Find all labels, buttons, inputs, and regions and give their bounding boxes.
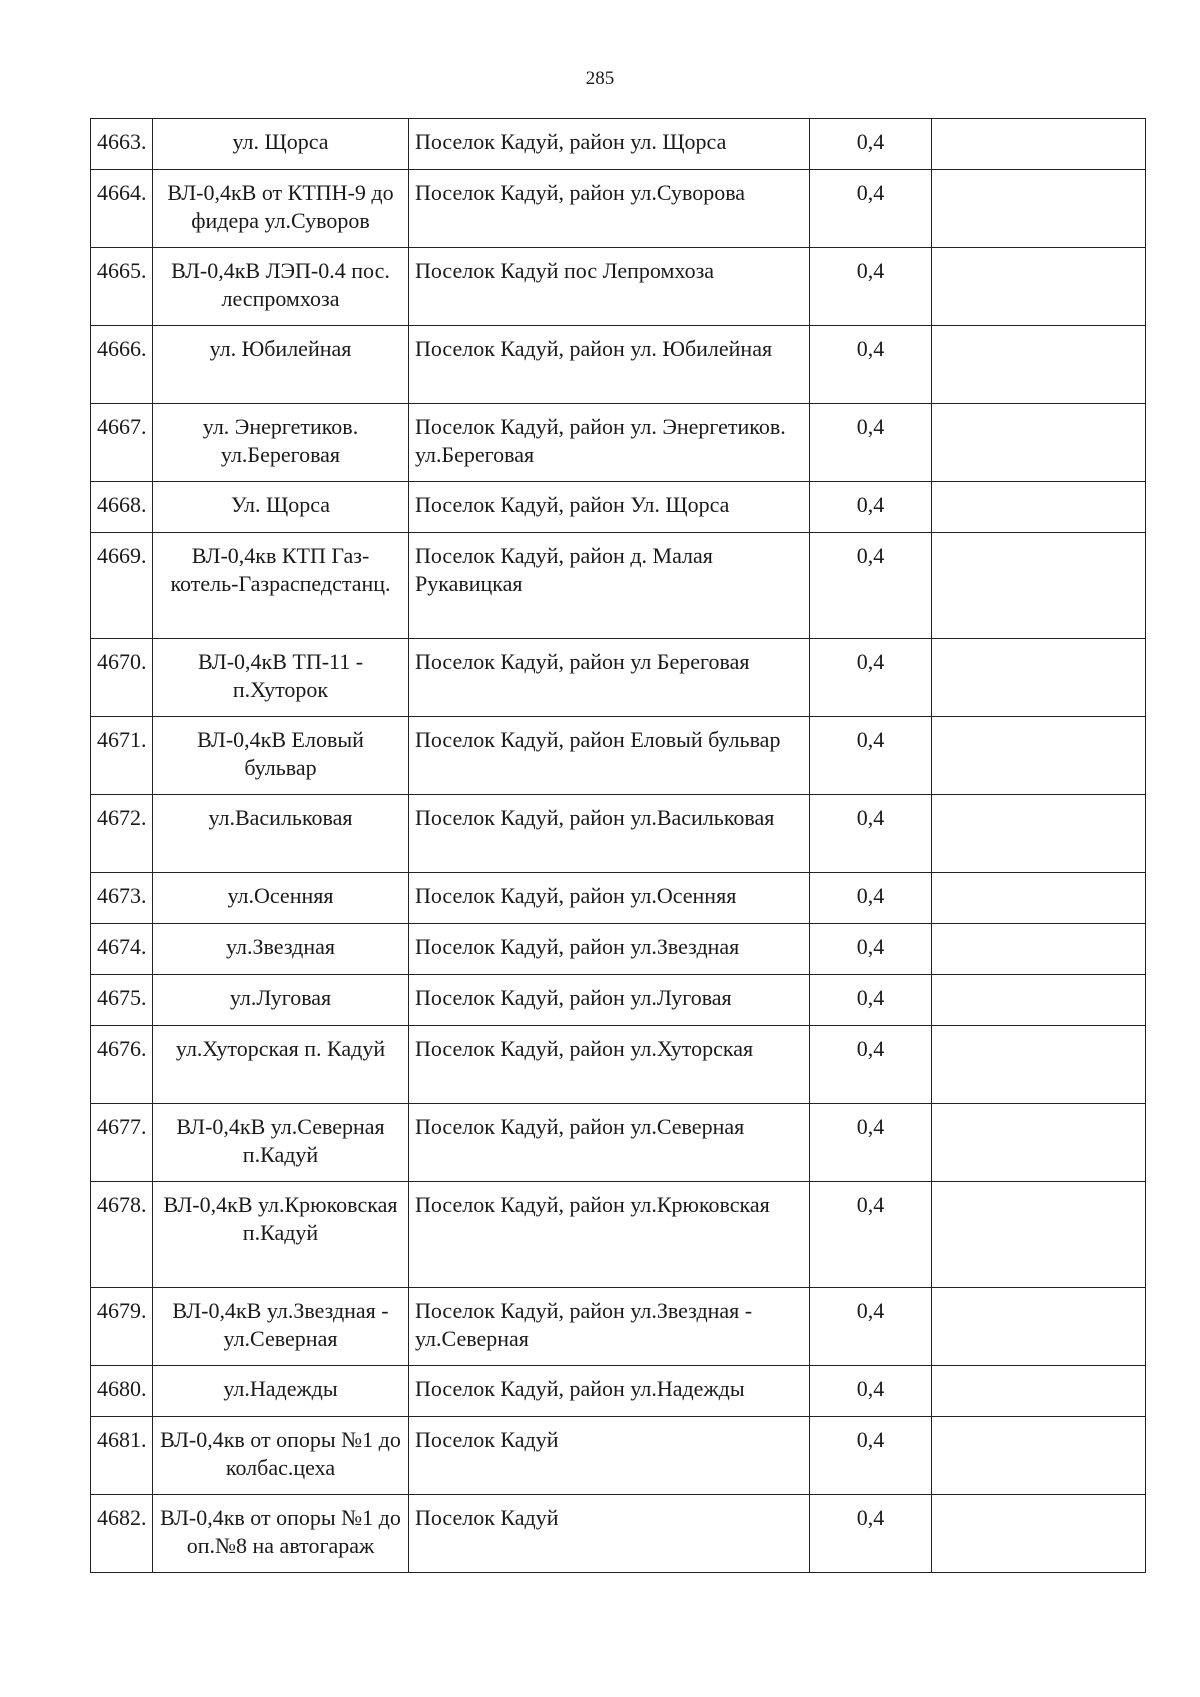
voltage-cell: 0,4	[810, 248, 932, 326]
location-cell: Поселок Кадуй пос Лепромхоза	[409, 248, 810, 326]
extra-cell	[932, 482, 1146, 533]
row-number-cell: 4682.	[91, 1495, 153, 1573]
voltage-cell: 0,4	[810, 404, 932, 482]
voltage-cell: 0,4	[810, 1288, 932, 1366]
table-row	[91, 482, 1146, 533]
voltage-cell: 0,4	[810, 1417, 932, 1495]
extra-cell	[932, 924, 1146, 975]
row-number-cell: 4671.	[91, 717, 153, 795]
table-row	[91, 1026, 1146, 1104]
object-name-cell: ВЛ-0,4кВ Еловый бульвар	[153, 717, 409, 795]
voltage-cell: 0,4	[810, 170, 932, 248]
location-cell: Поселок Кадуй, район ул. Энергетиков. ул.Береговая	[409, 404, 810, 482]
row-number-cell: 4663.	[91, 119, 153, 170]
row-number-cell: 4679.	[91, 1288, 153, 1366]
object-name-cell: Ул. Щорса	[153, 482, 409, 533]
location-cell: Поселок Кадуй, район ул.Осенняя	[409, 873, 810, 924]
table-row	[91, 119, 1146, 170]
page-number: 285	[585, 68, 615, 89]
registry-table-body	[91, 119, 1146, 1573]
extra-cell	[932, 1288, 1146, 1366]
extra-cell	[932, 533, 1146, 639]
location-cell: Поселок Кадуй, район ул.Луговая	[409, 975, 810, 1026]
object-name-cell: ул. Юбилейная	[153, 326, 409, 404]
object-name-cell: ВЛ-0,4кв от опоры №1 до колбас.цеха	[153, 1417, 409, 1495]
extra-cell	[932, 1026, 1146, 1104]
table-row	[91, 1288, 1146, 1366]
table-row	[91, 1104, 1146, 1182]
row-number-cell: 4674.	[91, 924, 153, 975]
object-name-cell: ВЛ-0,4кВ от КТПН-9 до фидера ул.Суворов	[153, 170, 409, 248]
object-name-cell: ВЛ-0,4кВ ЛЭП-0.4 пос. леспромхоза	[153, 248, 409, 326]
row-number-cell: 4678.	[91, 1182, 153, 1288]
extra-cell	[932, 717, 1146, 795]
location-cell: Поселок Кадуй, район ул.Хуторская	[409, 1026, 810, 1104]
table-row	[91, 1366, 1146, 1417]
row-number-cell: 4677.	[91, 1104, 153, 1182]
table-row	[91, 795, 1146, 873]
location-cell: Поселок Кадуй, район ул. Юбилейная	[409, 326, 810, 404]
row-number-cell: 4664.	[91, 170, 153, 248]
location-cell: Поселок Кадуй, район Еловый бульвар	[409, 717, 810, 795]
extra-cell	[932, 119, 1146, 170]
object-name-cell: ВЛ-0,4кВ ТП-11 - п.Хуторок	[153, 639, 409, 717]
table-row	[91, 717, 1146, 795]
extra-cell	[932, 975, 1146, 1026]
voltage-cell: 0,4	[810, 924, 932, 975]
voltage-cell: 0,4	[810, 639, 932, 717]
row-number-cell: 4673.	[91, 873, 153, 924]
table-row	[91, 1495, 1146, 1573]
table-row	[91, 975, 1146, 1026]
row-number-cell: 4665.	[91, 248, 153, 326]
voltage-cell: 0,4	[810, 119, 932, 170]
object-name-cell: ул.Звездная	[153, 924, 409, 975]
extra-cell	[932, 1495, 1146, 1573]
object-name-cell: ул.Хуторская п. Кадуй	[153, 1026, 409, 1104]
location-cell: Поселок Кадуй, район ул. Щорса	[409, 119, 810, 170]
voltage-cell: 0,4	[810, 1495, 932, 1573]
voltage-cell: 0,4	[810, 873, 932, 924]
extra-cell	[932, 795, 1146, 873]
extra-cell	[932, 1104, 1146, 1182]
table-row	[91, 326, 1146, 404]
voltage-cell: 0,4	[810, 1182, 932, 1288]
location-cell: Поселок Кадуй, район ул.Васильковая	[409, 795, 810, 873]
extra-cell	[932, 248, 1146, 326]
extra-cell	[932, 873, 1146, 924]
row-number-cell: 4667.	[91, 404, 153, 482]
object-name-cell: ВЛ-0,4кВ ул.Крюковская п.Кадуй	[153, 1182, 409, 1288]
table-row	[91, 1182, 1146, 1288]
extra-cell	[932, 1417, 1146, 1495]
location-cell: Поселок Кадуй	[409, 1495, 810, 1573]
object-name-cell: ул.Осенняя	[153, 873, 409, 924]
location-cell: Поселок Кадуй, район Ул. Щорса	[409, 482, 810, 533]
object-name-cell: ул. Щорса	[153, 119, 409, 170]
row-number-cell: 4666.	[91, 326, 153, 404]
table-row	[91, 873, 1146, 924]
object-name-cell: ул.Васильковая	[153, 795, 409, 873]
table-row	[91, 170, 1146, 248]
extra-cell	[932, 404, 1146, 482]
location-cell: Поселок Кадуй, район ул.Звездная	[409, 924, 810, 975]
table-row	[91, 1417, 1146, 1495]
extra-cell	[932, 1182, 1146, 1288]
row-number-cell: 4672.	[91, 795, 153, 873]
location-cell: Поселок Кадуй, район ул.Звездная - ул.Северная	[409, 1288, 810, 1366]
row-number-cell: 4676.	[91, 1026, 153, 1104]
table-row	[91, 533, 1146, 639]
voltage-cell: 0,4	[810, 795, 932, 873]
row-number-cell: 4675.	[91, 975, 153, 1026]
row-number-cell: 4668.	[91, 482, 153, 533]
row-number-cell: 4670.	[91, 639, 153, 717]
voltage-cell: 0,4	[810, 1026, 932, 1104]
object-name-cell: ВЛ-0,4кв от опоры №1 до оп.№8 на автогараж	[153, 1495, 409, 1573]
object-name-cell: ул.Надежды	[153, 1366, 409, 1417]
location-cell: Поселок Кадуй, район ул.Суворова	[409, 170, 810, 248]
voltage-cell: 0,4	[810, 326, 932, 404]
table-row	[91, 248, 1146, 326]
table-row	[91, 924, 1146, 975]
registry-table	[90, 118, 1146, 1573]
object-name-cell: ул.Луговая	[153, 975, 409, 1026]
object-name-cell: ВЛ-0,4кВ ул.Северная п.Кадуй	[153, 1104, 409, 1182]
voltage-cell: 0,4	[810, 533, 932, 639]
object-name-cell: ул. Энергетиков. ул.Береговая	[153, 404, 409, 482]
extra-cell	[932, 170, 1146, 248]
row-number-cell: 4669.	[91, 533, 153, 639]
voltage-cell: 0,4	[810, 717, 932, 795]
extra-cell	[932, 1366, 1146, 1417]
voltage-cell: 0,4	[810, 1366, 932, 1417]
object-name-cell: ВЛ-0,4кв КТП Газ-котель-Газраспедстанц.	[153, 533, 409, 639]
voltage-cell: 0,4	[810, 1104, 932, 1182]
location-cell: Поселок Кадуй, район ул.Надежды	[409, 1366, 810, 1417]
location-cell: Поселок Кадуй	[409, 1417, 810, 1495]
voltage-cell: 0,4	[810, 482, 932, 533]
row-number-cell: 4681.	[91, 1417, 153, 1495]
extra-cell	[932, 639, 1146, 717]
row-number-cell: 4680.	[91, 1366, 153, 1417]
object-name-cell: ВЛ-0,4кВ ул.Звездная - ул.Северная	[153, 1288, 409, 1366]
voltage-cell: 0,4	[810, 975, 932, 1026]
table-row	[91, 404, 1146, 482]
table-row	[91, 639, 1146, 717]
extra-cell	[932, 326, 1146, 404]
location-cell: Поселок Кадуй, район ул Береговая	[409, 639, 810, 717]
location-cell: Поселок Кадуй, район д. Малая Рукавицкая	[409, 533, 810, 639]
location-cell: Поселок Кадуй, район ул.Северная	[409, 1104, 810, 1182]
location-cell: Поселок Кадуй, район ул.Крюковская	[409, 1182, 810, 1288]
